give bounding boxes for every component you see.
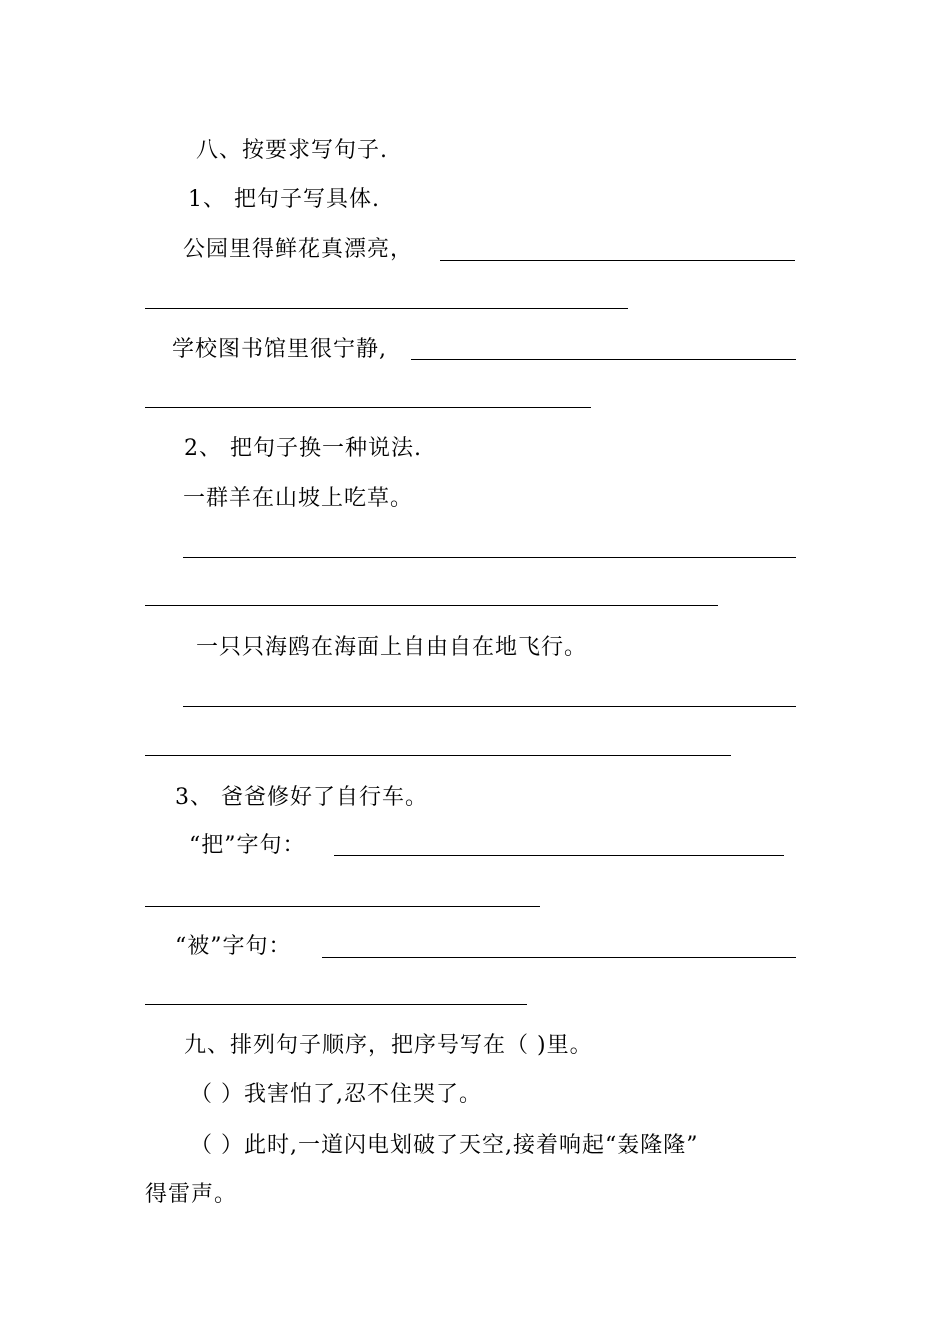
answer-line[interactable] bbox=[334, 855, 784, 856]
item-2-label: 2、 把句子换一种说法. bbox=[184, 436, 422, 461]
item-2-sentence-2: 一只只海鸥在海面上自由自在地飞行。 bbox=[196, 635, 588, 660]
bei-sentence-label: “被”字句： bbox=[175, 934, 292, 959]
item-1-sentence-2: 学校图书馆里很宁静, bbox=[172, 337, 387, 362]
answer-line[interactable] bbox=[145, 605, 718, 606]
order-item-1: （ ）我害怕了,忍不住哭了。 bbox=[190, 1082, 482, 1107]
answer-line[interactable] bbox=[145, 906, 540, 907]
order-item-2-continued: 得雷声。 bbox=[145, 1182, 238, 1207]
answer-line[interactable] bbox=[183, 557, 796, 558]
ba-sentence-label: “把”字句： bbox=[189, 833, 306, 858]
answer-line[interactable] bbox=[411, 359, 796, 360]
item-1-sentence-1: 公园里得鲜花真漂亮， bbox=[183, 237, 414, 262]
answer-line[interactable] bbox=[145, 1004, 527, 1005]
item-1-label: 1、 把句子写具体. bbox=[188, 187, 380, 212]
answer-line[interactable] bbox=[145, 407, 591, 408]
answer-line[interactable] bbox=[322, 957, 796, 958]
answer-line[interactable] bbox=[145, 308, 628, 309]
order-item-2: （ ）此时,一道闪电划破了天空,接着响起“轰隆隆” bbox=[190, 1133, 699, 1158]
answer-line[interactable] bbox=[145, 755, 731, 756]
section-8-heading: 八、按要求写句子. bbox=[196, 138, 388, 163]
answer-line[interactable] bbox=[183, 706, 796, 707]
answer-line[interactable] bbox=[440, 260, 795, 261]
item-3-label: 3、 爸爸修好了自行车。 bbox=[175, 785, 428, 810]
section-9-heading: 九、排列句子顺序，把序号写在（ )里。 bbox=[184, 1033, 593, 1058]
item-2-sentence-1: 一群羊在山坡上吃草。 bbox=[183, 486, 414, 511]
